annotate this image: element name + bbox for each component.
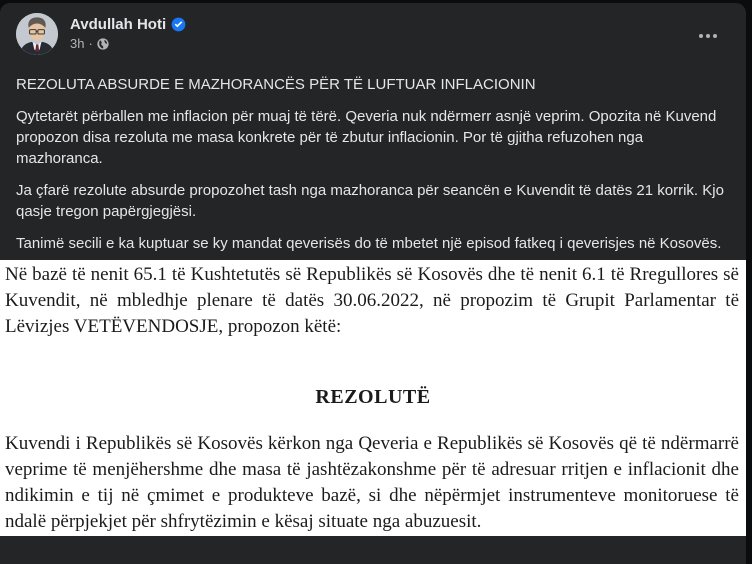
post-paragraph: Ja çfarë rezolute absurde propozohet tash nga mazhoranca për seancën e Kuvendit të datës 21 korrik. Kjo qasje tregon papërgjegjësi. — [16, 182, 724, 220]
document-intro-paragraph: Në bazë të nenit 65.1 të Kushtetutës së Republikës së Kosovës dhe të nenit 6.1 të Rregullores së Kuvendit, në mbledhje plenare të datës 30.06.2022, në propozim të Grupit Parlamentar të Lëvizjes VETËVENDOSJE, propozon këtë: — [5, 264, 739, 337]
author-name[interactable]: Avdullah Hoti — [70, 16, 167, 33]
post-body — [0, 55, 746, 254]
more-options-button[interactable] — [692, 23, 724, 49]
document-body-paragraph: Kuvendi i Republikës së Kosovës kërkon nga Qeveria e Republikës së Kosovës që të ndërmarrë veprime të menjëhershme dhe masa të jashtëzakonshme për të adresuar rritjen e inflacionit dhe ndikimin e tij në çmimet e produkteve bazë, si dhe nëpërmjet instrumenteve monitoruese të ndalë përpjekjet për shfrytëzimin e kësaj situate nga abuzuesit. — [5, 433, 739, 532]
timestamp[interactable]: 3h — [70, 36, 85, 51]
post-meta — [70, 13, 186, 51]
globe-icon — [97, 38, 109, 50]
post-paragraph: Tanimë secili e ka kuptuar se ky mandat qeverisës do të mbetet një episod fatkeq i qeverisjes në Kosovës. — [16, 235, 722, 252]
avatar[interactable] — [16, 13, 58, 55]
separator-dot: · — [88, 36, 93, 51]
verified-badge-icon — [171, 17, 186, 32]
post-paragraph-title: REZOLUTA ABSURDE E MAZHORANCËS PËR TË LUFTUAR INFLACIONIN — [16, 76, 536, 93]
post-paragraph: Qytetarët përballen me inflacion për muaj të tërë. Qeveria nuk ndërmerr asnjë veprim. Opozita në Kuvend propozon disa rezoluta me masa konkrete për të zbutur inflacionin. Por të gjitha refuzohen nga mazhoranca. — [16, 108, 717, 167]
document-title: REZOLUTË — [315, 386, 431, 408]
post-card — [0, 3, 746, 564]
ellipsis-icon — [699, 34, 703, 38]
post-header — [0, 3, 746, 55]
attachment-image[interactable] — [0, 260, 746, 536]
avatar-photo — [16, 13, 58, 55]
